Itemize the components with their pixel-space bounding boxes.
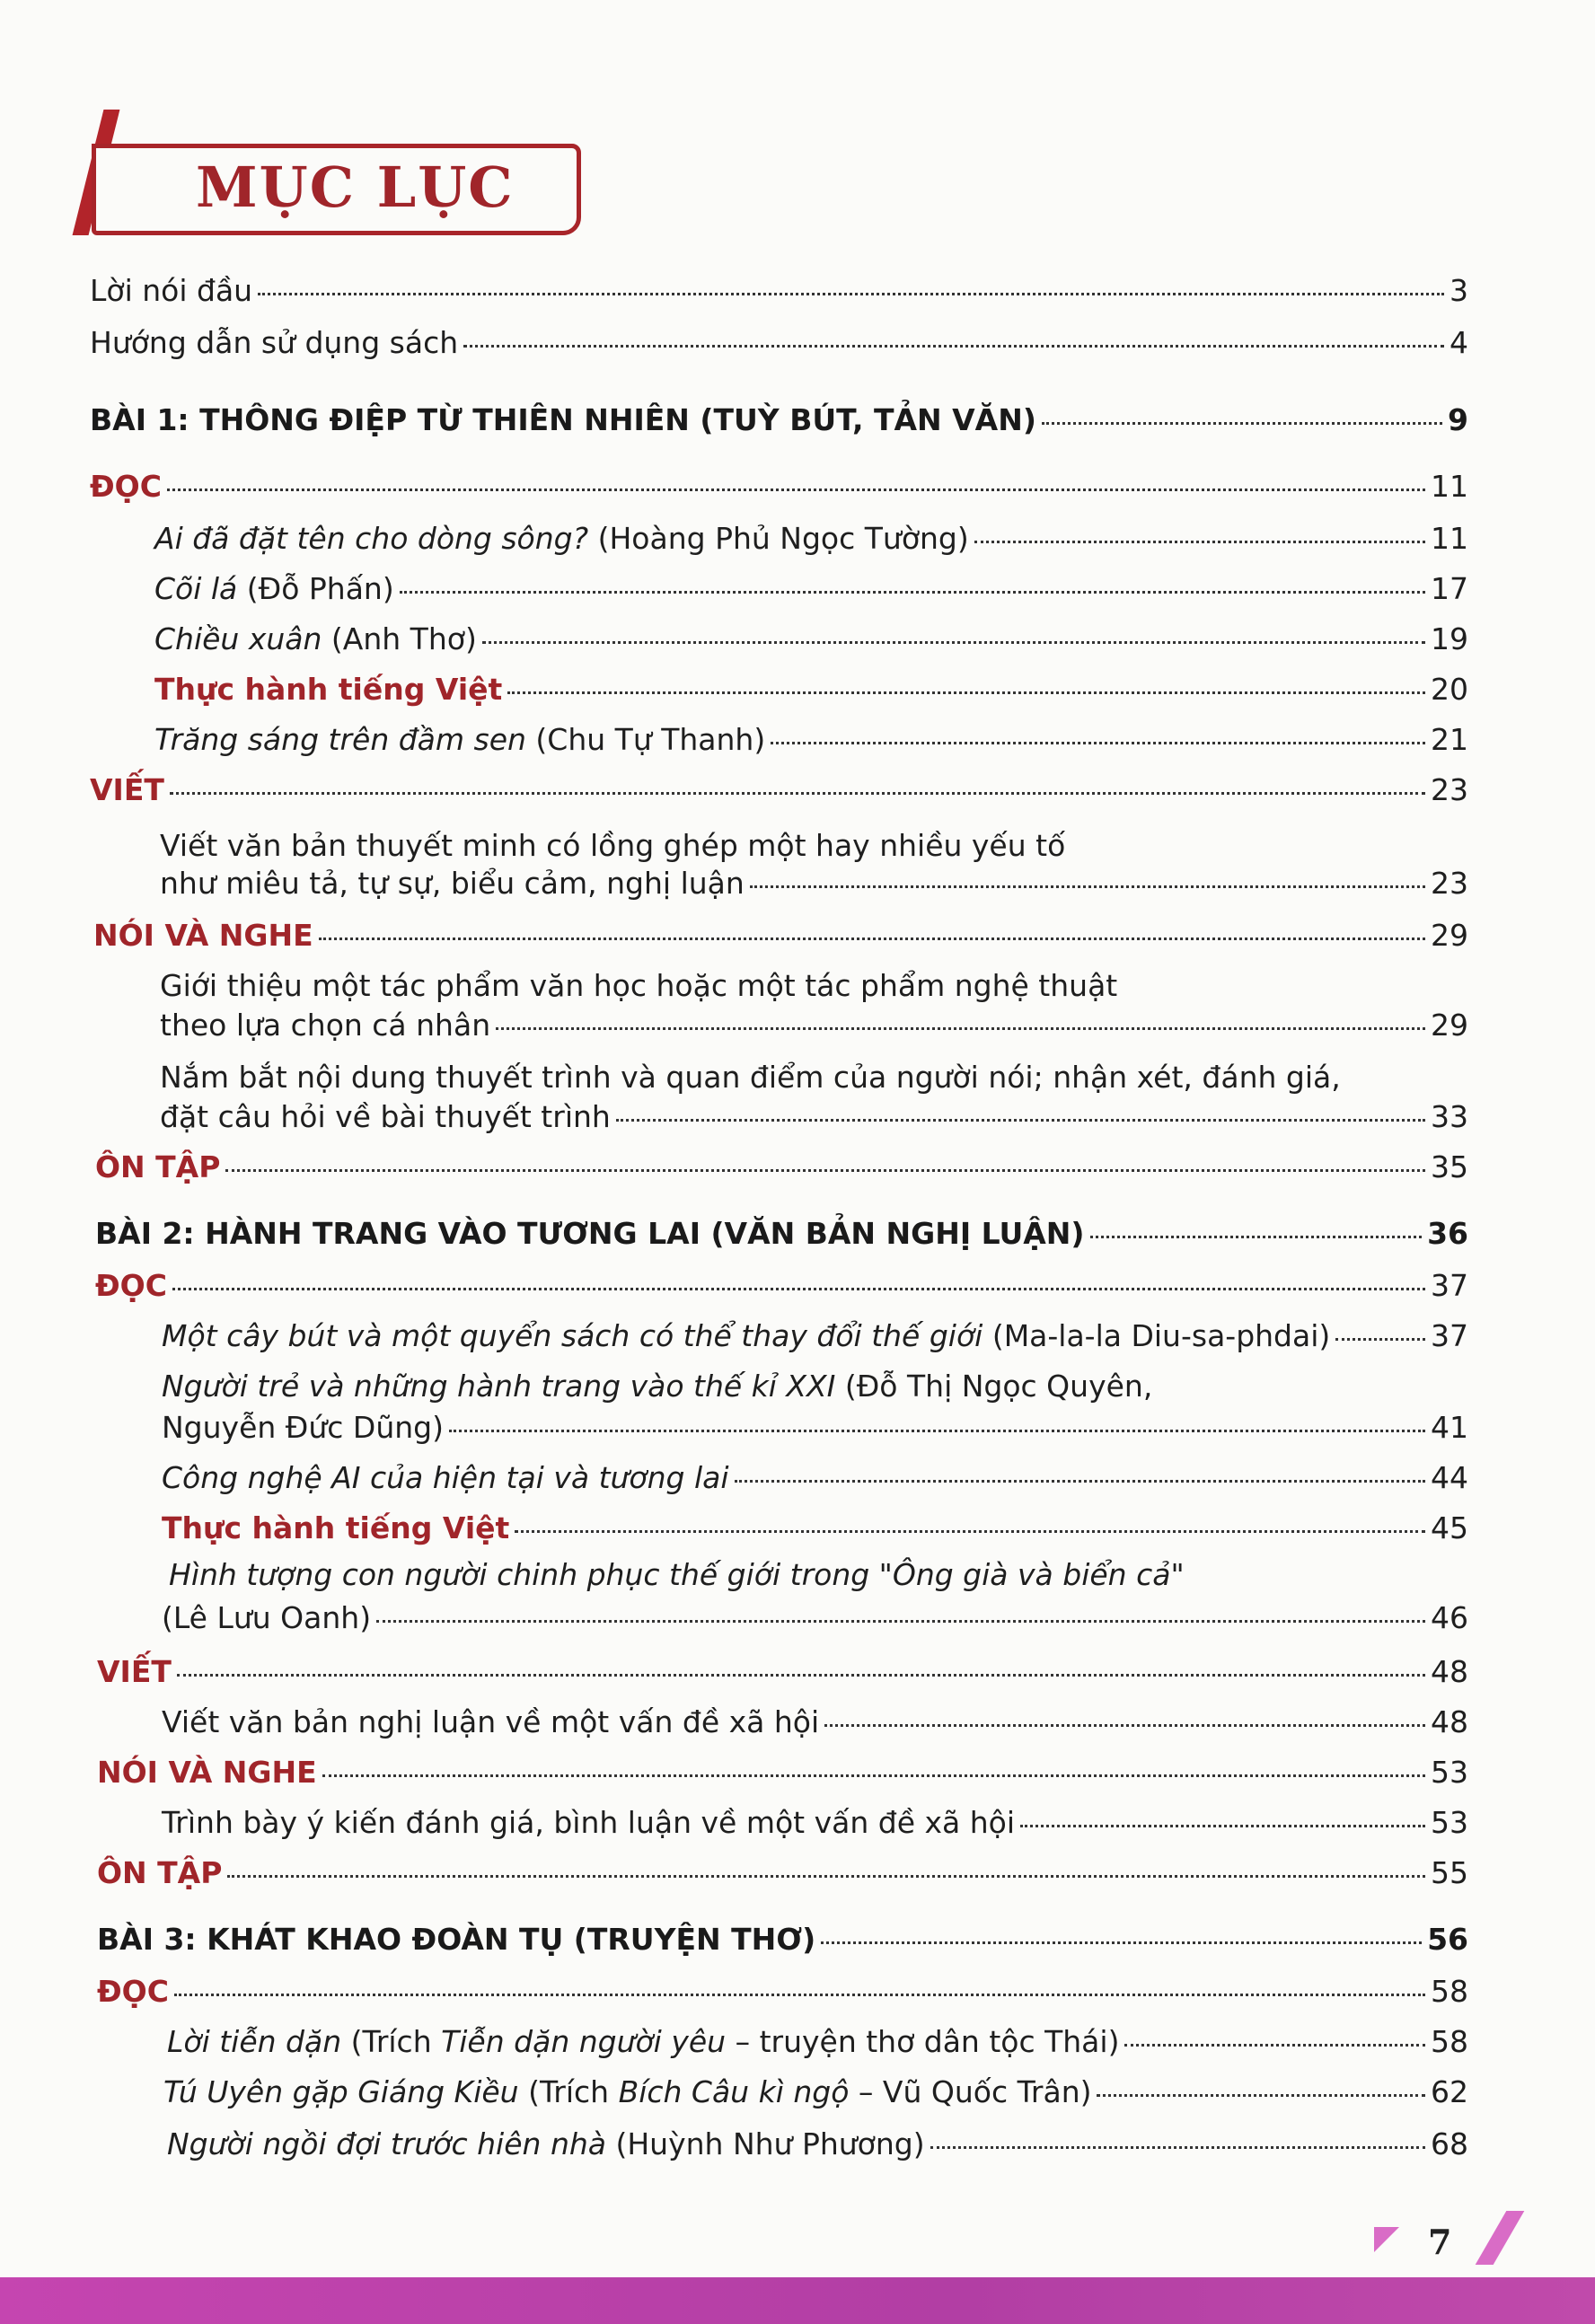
toc-entry-line1: Giới thiệu một tác phẩm văn học hoặc một tác phẩm nghệ thuật [160,968,1118,1003]
toc-section-heading[interactable]: ĐỌC 58 [97,1974,1468,2009]
toc-lesson-heading[interactable]: BÀI 1: THÔNG ĐIỆP TỪ THIÊN NHIÊN (TUỲ BÚT, TẢN VĂN) 9 [90,402,1468,437]
toc-section-heading[interactable]: ÔN TẬP 35 [95,1149,1468,1184]
toc-entry[interactable]: Cõi lá (Đỗ Phấn) 17 [154,571,1468,606]
toc-entry[interactable]: Công nghệ AI của hiện tại và tương lai 44 [162,1460,1468,1495]
toc-entry[interactable]: như miêu tả, tự sự, biểu cảm, nghị luận 23 [160,866,1468,901]
toc-section-heading[interactable]: NÓI VÀ NGHE 29 [93,918,1468,953]
toc-entry[interactable]: Trăng sáng trên đầm sen (Chu Tự Thanh) 21 [154,722,1468,757]
toc-entry[interactable]: Trình bày ý kiến đánh giá, bình luận về một vấn đề xã hội 53 [162,1805,1468,1840]
toc-entry[interactable]: Lời tiễn dặn (Trích Tiễn dặn người yêu – truyện thơ dân tộc Thái) 58 [167,2024,1468,2059]
toc-entry[interactable]: Chiều xuân (Anh Thơ) 19 [154,621,1468,656]
page-corner-decoration [1374,2227,1399,2252]
page-corner-decoration [1476,2211,1525,2265]
toc-entry-line1: Viết văn bản thuyết minh có lồng ghép một hay nhiều yếu tố [160,828,1066,863]
toc-section-heading[interactable]: NÓI VÀ NGHE 53 [97,1755,1468,1790]
toc-practice-entry[interactable]: Thực hành tiếng Việt 20 [154,672,1468,707]
toc-lesson-heading[interactable]: BÀI 2: HÀNH TRANG VÀO TƯƠNG LAI (VĂN BẢN NGHỊ LUẬN) 36 [95,1216,1468,1251]
toc-entry[interactable]: Viết văn bản nghị luận về một vấn đề xã hội 48 [162,1704,1468,1739]
toc-entry[interactable]: (Lê Lưu Oanh) 46 [162,1600,1468,1635]
toc-practice-entry[interactable]: Thực hành tiếng Việt 45 [162,1510,1468,1545]
toc-entry-line1: Nắm bắt nội dung thuyết trình và quan điểm của người nói; nhận xét, đánh giá, [160,1060,1341,1095]
toc-section-heading[interactable]: ÔN TẬP 55 [97,1855,1468,1890]
toc-entry-line1: Hình tượng con người chinh phục thế giới trong "Ông già và biển cả" [169,1557,1185,1592]
toc-entry[interactable]: Một cây bút và một quyển sách có thể thay đổi thế giới (Ma-la-la Diu-sa-phdai) 37 [162,1318,1468,1353]
toc-entry[interactable]: đặt câu hỏi về bài thuyết trình 33 [160,1099,1468,1134]
toc-entry[interactable]: theo lựa chọn cá nhân 29 [160,1008,1468,1043]
toc-section-heading[interactable]: ĐỌC 37 [95,1268,1468,1303]
page-title: MỤC LỤC [196,154,515,220]
toc-entry[interactable]: Hướng dẫn sử dụng sách 4 [90,325,1468,360]
footer-band [0,2277,1595,2324]
toc-entry[interactable]: Nguyễn Đức Dũng) 41 [162,1410,1468,1445]
toc-entry[interactable]: Lời nói đầu 3 [90,273,1468,308]
page-number: 7 [1428,2222,1452,2262]
toc-entry[interactable]: Ai đã đặt tên cho dòng sông? (Hoàng Phủ Ngọc Tường) 11 [154,521,1468,556]
toc-section-heading[interactable]: ĐỌC 11 [90,469,1468,504]
toc-entry[interactable]: Tú Uyên gặp Giáng Kiều (Trích Bích Câu kì ngộ – Vũ Quốc Trân) 62 [163,2074,1468,2109]
toc-entry[interactable]: Người ngồi đợi trước hiên nhà (Huỳnh Như Phương) 68 [167,2126,1468,2161]
toc-entry-line1: Người trẻ và những hành trang vào thế kỉ XXI (Đỗ Thị Ngọc Quyên, [162,1369,1153,1404]
toc-lesson-heading[interactable]: BÀI 3: KHÁT KHAO ĐOÀN TỤ (TRUYỆN THƠ) 56 [97,1922,1468,1957]
toc-section-heading[interactable]: VIẾT 23 [90,772,1468,807]
toc-section-heading[interactable]: VIẾT 48 [97,1654,1468,1689]
